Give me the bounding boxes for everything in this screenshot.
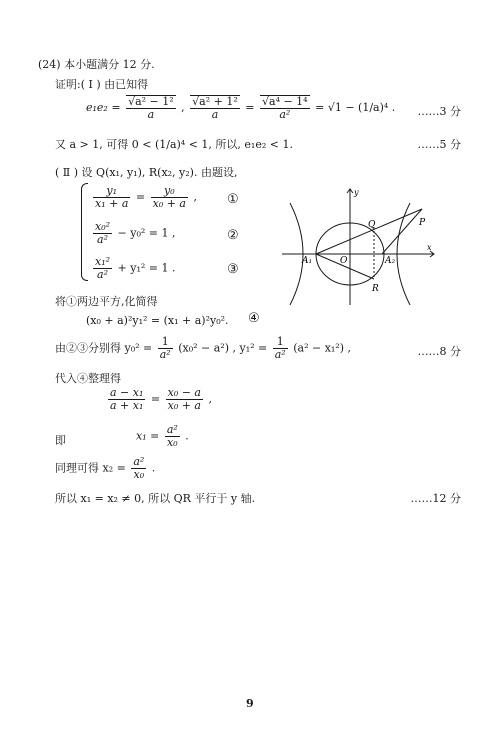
equation-6: x₁ = $\frac{\text{a²}}{\text{x₀}}$ .: [136, 423, 189, 449]
equation-eccentricity: e₁e₂ = $\frac{\text{√a² − 1²}}{a}$ , $\frac{\text{√a² + 1²}}{a}$ = $\frac{\text{√a⁴ − 1⁴}}{\text{a²}}$ = √1 − (1/a)⁴ .: [86, 95, 396, 121]
from-2-3: 由②③分别得 y₀² = $\frac{1}{\text{a²}}$ (x₀² − a²) , y₁² = $\frac{1}{\text{a²}}$ (a² − x₁²) ,: [55, 335, 351, 361]
system-brace: [81, 183, 88, 281]
eq1-tail: = √1 − (1/a)⁴ .: [315, 101, 396, 114]
proof-intro: 证明:( Ⅰ ) 由已知得: [55, 78, 149, 91]
line-a1-p: [316, 209, 422, 254]
page-number: 9: [246, 697, 254, 710]
score-8: ……8 分: [417, 345, 461, 358]
conic-figure: [282, 183, 442, 305]
eq1-frac3: $\frac{\text{√a⁴ − 1⁴}}{\text{a²}}$: [262, 95, 308, 121]
mark-4: ④: [248, 311, 260, 326]
equation-4: (x₀ + a)²y₁² = (x₁ + a)²y₀².: [86, 314, 229, 327]
equation-5: $\frac{\text{a − x₁}}{\text{a + x₁}}$ = $\frac{\text{x₀ − a}}{\text{x₀ + a}}$ ,: [110, 386, 212, 412]
line-again: 又 a > 1, 可得 0 < (1/a)⁴ < 1, 所以, e₁e₂ < 1.: [55, 138, 293, 151]
substitute-text: 代入④整理得: [55, 372, 121, 385]
same-reason: 同理可得 x₂ = $\frac{\text{a²}}{\text{x₀}}$ .: [55, 455, 156, 481]
label-a2: A₂: [385, 256, 396, 266]
score-3: ……3 分: [417, 105, 461, 118]
system-eq2: $\frac{\text{x₀²}}{\text{a²}}$ − y₀² = 1 ,: [95, 220, 176, 246]
eq1-frac1: $\frac{\text{√a² − 1²}}{a}$: [128, 95, 174, 121]
problem-header: (24) 本小题满分 12 分.: [38, 58, 155, 71]
score-12: ……12 分: [410, 492, 461, 505]
label-p: P: [419, 218, 426, 228]
eq1-lhs: e₁e₂ =: [86, 101, 121, 114]
part2-intro: ( Ⅱ ) 设 Q(x₁, y₁), R(x₂, y₂). 由题设,: [55, 166, 238, 179]
mark-2: ②: [227, 228, 239, 243]
score-5: ……5 分: [417, 138, 461, 151]
eq1-frac2: $\frac{\text{√a² + 1²}}{a}$: [192, 95, 238, 121]
label-a1: A₁: [302, 256, 313, 266]
label-r: R: [372, 284, 379, 294]
system-eq1: $\frac{\text{y₁}}{\text{x₁ + a}}$ = $\frac{\text{y₀}}{\text{x₀ + a}}$ ,: [95, 184, 197, 210]
system-eq3: $\frac{\text{x₁²}}{\text{a²}}$ + y₁² = 1 .: [95, 255, 176, 281]
label-q: Q: [368, 220, 376, 230]
mark-3: ③: [227, 262, 239, 277]
line-a2-p: [382, 209, 422, 254]
label-o: O: [340, 256, 348, 266]
mark-1: ①: [227, 192, 239, 207]
label-x: x: [427, 243, 432, 252]
ji-label: 即: [55, 434, 66, 447]
final-conclusion: 所以 x₁ = x₂ ≠ 0, 所以 QR 平行于 y 轴.: [55, 492, 256, 505]
label-y: y: [354, 188, 359, 197]
square-text: 将①两边平方,化简得: [55, 295, 158, 308]
